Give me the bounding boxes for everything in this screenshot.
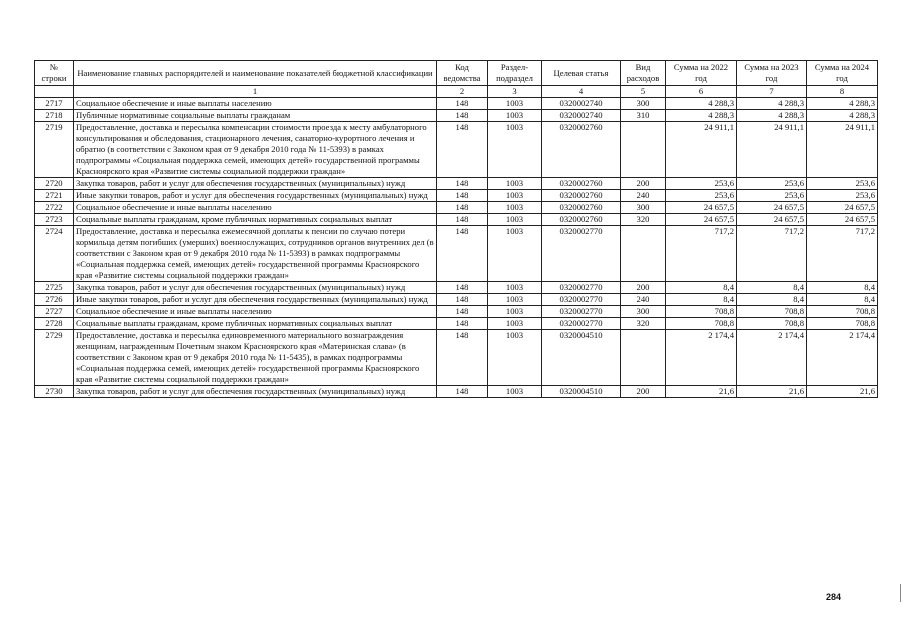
- row-dept-code: 148: [437, 282, 488, 294]
- row-sum-2023: 2 174,4: [737, 330, 807, 386]
- row-expense-type: 310: [621, 110, 666, 122]
- row-section: 1003: [488, 282, 542, 294]
- header-expense-type: Вид расходов: [621, 61, 666, 86]
- row-dept-code: 148: [437, 110, 488, 122]
- table-row: [35, 226, 878, 282]
- row-sum-2024: 708,8: [807, 306, 878, 318]
- table-row: [35, 294, 878, 306]
- row-target-article: 0320002770: [542, 306, 621, 318]
- row-target-article: 0320002770: [542, 294, 621, 306]
- row-name: Предоставление, доставка и пересылка компенсации стоимости проезда к месту амбулаторного консультирования и обследования, стационарного лечения, санаторно-курортного лечения и обратно (в соответствии с Законом края от 9 декабря 2010 года № 11-5393) в рамках подпрограммы «Социальная поддержка семей, имеющих детей» государственной программы Красноярского края «Развитие системы социальной поддержки граждан»: [74, 122, 437, 178]
- row-dept-code: 148: [437, 226, 488, 282]
- row-dept-code: 148: [437, 122, 488, 178]
- row-section: 1003: [488, 202, 542, 214]
- row-target-article: 0320002740: [542, 98, 621, 110]
- row-dept-code: 148: [437, 178, 488, 190]
- row-sum-2022: 2 174,4: [666, 330, 737, 386]
- row-sum-2023: 21,6: [737, 386, 807, 398]
- row-sum-2023: 4 288,3: [737, 98, 807, 110]
- row-dept-code: 148: [437, 306, 488, 318]
- row-number: 2723: [35, 214, 74, 226]
- page-number: 284: [826, 592, 842, 602]
- row-sum-2022: 8,4: [666, 294, 737, 306]
- row-sum-2022: 253,6: [666, 178, 737, 190]
- row-target-article: 0320002770: [542, 318, 621, 330]
- column-number: 7: [737, 86, 807, 98]
- header-sum-2022: Сумма на 2022 год: [666, 61, 737, 86]
- row-sum-2023: 708,8: [737, 306, 807, 318]
- column-number: [35, 86, 74, 98]
- row-target-article: 0320002740: [542, 110, 621, 122]
- row-sum-2022: 8,4: [666, 282, 737, 294]
- row-name: Иные закупки товаров, работ и услуг для обеспечения государственных (муниципальных) нужд: [74, 190, 437, 202]
- row-section: 1003: [488, 306, 542, 318]
- row-number: 2719: [35, 122, 74, 178]
- row-sum-2022: 4 288,3: [666, 98, 737, 110]
- row-sum-2023: 24 657,5: [737, 214, 807, 226]
- row-number: 2721: [35, 190, 74, 202]
- row-target-article: 0320002760: [542, 202, 621, 214]
- row-name: Закупка товаров, работ и услуг для обеспечения государственных (муниципальных) нужд: [74, 386, 437, 398]
- header-section: Раздел- подраздел: [488, 61, 542, 86]
- table-row: [35, 178, 878, 190]
- column-number-row: [35, 86, 878, 98]
- row-expense-type: 200: [621, 386, 666, 398]
- row-sum-2022: 717,2: [666, 226, 737, 282]
- row-name: Публичные нормативные социальные выплаты гражданам: [74, 110, 437, 122]
- row-sum-2024: 24 657,5: [807, 202, 878, 214]
- row-expense-type: 320: [621, 214, 666, 226]
- row-number: 2724: [35, 226, 74, 282]
- row-sum-2024: 24 657,5: [807, 214, 878, 226]
- row-number: 2717: [35, 98, 74, 110]
- header-dept-code: Код ведомства: [437, 61, 488, 86]
- row-sum-2022: 24 657,5: [666, 214, 737, 226]
- row-section: 1003: [488, 226, 542, 282]
- row-target-article: 0320002760: [542, 214, 621, 226]
- row-number: 2722: [35, 202, 74, 214]
- row-expense-type: 300: [621, 98, 666, 110]
- row-target-article: 0320002760: [542, 178, 621, 190]
- header-sum-2024: Сумма на 2024 год: [807, 61, 878, 86]
- table-row: [35, 214, 878, 226]
- row-number: 2725: [35, 282, 74, 294]
- row-number: 2730: [35, 386, 74, 398]
- row-name: Предоставление, доставка и пересылка ежемесячной доплаты к пенсии по случаю потери кормильца детям погибших (умерших) военнослужащих, сотрудников органов внутренних дел (в соответствии с Законом края от 9 декабря 2010 года № 11-5393) в рамках подпрограммы «Социальная поддержка семей, имеющих детей» государственной программы Красноярского края «Развитие системы социальной поддержки граждан»: [74, 226, 437, 282]
- row-section: 1003: [488, 318, 542, 330]
- column-number: 4: [542, 86, 621, 98]
- row-dept-code: 148: [437, 190, 488, 202]
- row-section: 1003: [488, 330, 542, 386]
- row-name: Иные закупки товаров, работ и услуг для обеспечения государственных (муниципальных) нужд: [74, 294, 437, 306]
- row-sum-2024: 8,4: [807, 282, 878, 294]
- row-sum-2023: 8,4: [737, 282, 807, 294]
- row-target-article: 0320002760: [542, 190, 621, 202]
- row-name: Закупка товаров, работ и услуг для обеспечения государственных (муниципальных) нужд: [74, 178, 437, 190]
- row-number: 2729: [35, 330, 74, 386]
- row-expense-type: [621, 226, 666, 282]
- row-sum-2022: 24 911,1: [666, 122, 737, 178]
- row-dept-code: 148: [437, 202, 488, 214]
- column-number: 6: [666, 86, 737, 98]
- row-section: 1003: [488, 110, 542, 122]
- row-sum-2022: 708,8: [666, 306, 737, 318]
- row-section: 1003: [488, 178, 542, 190]
- row-expense-type: 300: [621, 306, 666, 318]
- row-name: Социальное обеспечение и иные выплаты населению: [74, 98, 437, 110]
- row-dept-code: 148: [437, 294, 488, 306]
- row-sum-2024: 4 288,3: [807, 98, 878, 110]
- row-sum-2023: 8,4: [737, 294, 807, 306]
- row-number: 2727: [35, 306, 74, 318]
- row-number: 2718: [35, 110, 74, 122]
- row-sum-2022: 21,6: [666, 386, 737, 398]
- table-row: [35, 190, 878, 202]
- row-expense-type: 240: [621, 190, 666, 202]
- page-edge-mark: [900, 584, 901, 602]
- row-name: Социальные выплаты гражданам, кроме публичных нормативных социальных выплат: [74, 214, 437, 226]
- row-sum-2023: 708,8: [737, 318, 807, 330]
- row-dept-code: 148: [437, 214, 488, 226]
- row-sum-2022: 4 288,3: [666, 110, 737, 122]
- row-name: Социальные выплаты гражданам, кроме публичных нормативных социальных выплат: [74, 318, 437, 330]
- table-row: [35, 110, 878, 122]
- row-expense-type: [621, 122, 666, 178]
- row-number: 2728: [35, 318, 74, 330]
- table-header-row: [35, 61, 878, 86]
- row-target-article: 0320002760: [542, 122, 621, 178]
- table-row: [35, 318, 878, 330]
- row-section: 1003: [488, 386, 542, 398]
- row-expense-type: 200: [621, 178, 666, 190]
- row-sum-2024: 253,6: [807, 190, 878, 202]
- row-section: 1003: [488, 98, 542, 110]
- row-dept-code: 148: [437, 330, 488, 386]
- row-sum-2024: 717,2: [807, 226, 878, 282]
- table-body: [35, 98, 878, 398]
- row-target-article: 0320002770: [542, 226, 621, 282]
- table-row: [35, 122, 878, 178]
- column-number: 2: [437, 86, 488, 98]
- budget-page: [34, 60, 878, 398]
- row-sum-2023: 24 911,1: [737, 122, 807, 178]
- row-expense-type: 300: [621, 202, 666, 214]
- row-dept-code: 148: [437, 318, 488, 330]
- header-row-number: № строки: [35, 61, 74, 86]
- row-name: Предоставление, доставка и пересылка единовременного материального вознаграждения женщинам, награжденным Почетным знаком Красноярского края «Материнская слава» (в соответствии с Законом края от 9 декабря 2010 года № 11-5435), в рамках подпрограммы «Социальная поддержка семей, имеющих детей» государственной программы Красноярского края «Развитие системы социальной поддержки граждан»: [74, 330, 437, 386]
- column-number: 1: [74, 86, 437, 98]
- header-sum-2023: Сумма на 2023 год: [737, 61, 807, 86]
- row-number: 2720: [35, 178, 74, 190]
- row-sum-2023: 4 288,3: [737, 110, 807, 122]
- row-sum-2024: 708,8: [807, 318, 878, 330]
- row-sum-2022: 24 657,5: [666, 202, 737, 214]
- column-number: 5: [621, 86, 666, 98]
- column-number: 3: [488, 86, 542, 98]
- row-target-article: 0320002770: [542, 282, 621, 294]
- row-target-article: 0320004510: [542, 386, 621, 398]
- row-expense-type: 240: [621, 294, 666, 306]
- row-sum-2024: 2 174,4: [807, 330, 878, 386]
- row-sum-2022: 708,8: [666, 318, 737, 330]
- row-sum-2022: 253,6: [666, 190, 737, 202]
- row-sum-2024: 4 288,3: [807, 110, 878, 122]
- row-expense-type: 320: [621, 318, 666, 330]
- row-expense-type: 200: [621, 282, 666, 294]
- row-sum-2024: 8,4: [807, 294, 878, 306]
- row-dept-code: 148: [437, 386, 488, 398]
- row-expense-type: [621, 330, 666, 386]
- table-row: [35, 98, 878, 110]
- table-row: [35, 306, 878, 318]
- row-section: 1003: [488, 122, 542, 178]
- row-sum-2023: 717,2: [737, 226, 807, 282]
- header-target-article: Целевая статья: [542, 61, 621, 86]
- row-sum-2023: 253,6: [737, 178, 807, 190]
- row-name: Социальное обеспечение и иные выплаты населению: [74, 306, 437, 318]
- table-row: [35, 330, 878, 386]
- budget-table: [34, 60, 878, 398]
- row-sum-2023: 24 657,5: [737, 202, 807, 214]
- column-number: 8: [807, 86, 878, 98]
- row-name: Закупка товаров, работ и услуг для обеспечения государственных (муниципальных) нужд: [74, 282, 437, 294]
- row-section: 1003: [488, 190, 542, 202]
- table-row: [35, 202, 878, 214]
- row-sum-2024: 253,6: [807, 178, 878, 190]
- header-name: Наименование главных распорядителей и наименование показателей бюджетной классификации: [74, 61, 437, 86]
- row-sum-2023: 253,6: [737, 190, 807, 202]
- row-target-article: 0320004510: [542, 330, 621, 386]
- table-row: [35, 386, 878, 398]
- row-dept-code: 148: [437, 98, 488, 110]
- table-row: [35, 282, 878, 294]
- row-section: 1003: [488, 294, 542, 306]
- row-name: Социальное обеспечение и иные выплаты населению: [74, 202, 437, 214]
- row-sum-2024: 24 911,1: [807, 122, 878, 178]
- row-number: 2726: [35, 294, 74, 306]
- row-sum-2024: 21,6: [807, 386, 878, 398]
- row-section: 1003: [488, 214, 542, 226]
